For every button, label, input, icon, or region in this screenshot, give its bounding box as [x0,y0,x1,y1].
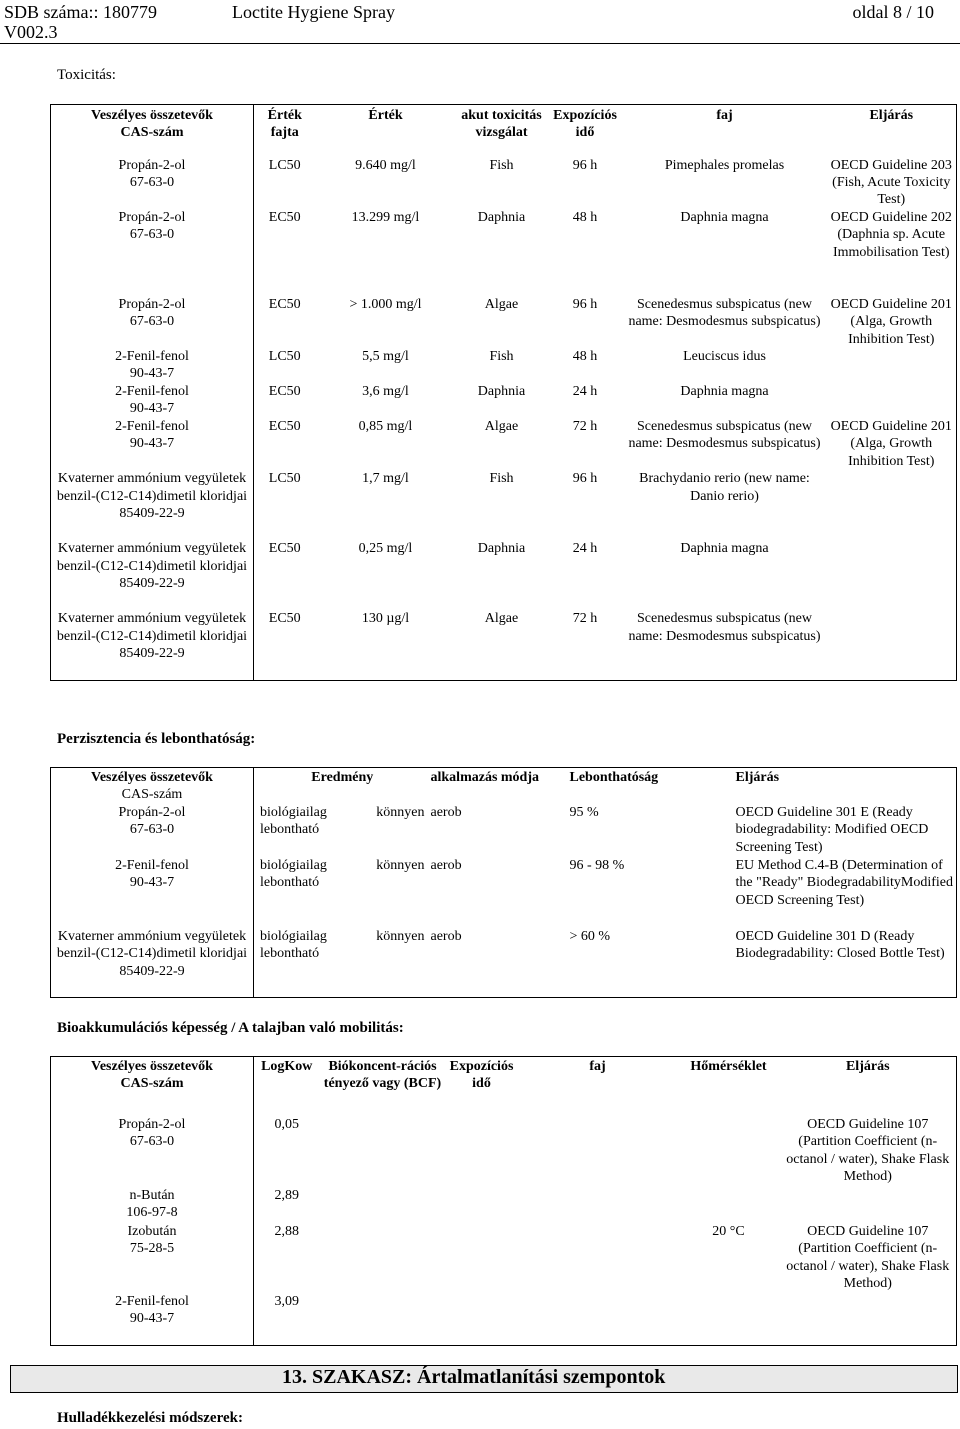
method: OECD Guideline 301 D (Ready Biodegradability: Closed Bottle Test) [735,928,945,962]
method: OECD Guideline 301 E (Ready biodegradability: Modified OECD Screening Test) [735,804,929,855]
component-cell [51,470,254,540]
th-degr: Lebonthatóság [569,770,659,785]
persistence-header-row [51,768,957,804]
value: 130 µg/l [361,611,410,627]
th-species: faj [716,108,733,123]
cas-number: 67-63-0 [129,822,175,838]
method [780,1293,957,1345]
component-cell [51,1223,254,1293]
table-row [51,1293,957,1345]
th-cas: CAS-szám [120,125,184,141]
species: Daphnia magna [680,383,769,399]
value: > 1.000 mg/l [349,296,422,312]
exposure-time: 72 h [572,418,598,434]
degradability: 95 % [569,804,599,820]
exposure-time [446,1293,518,1345]
application-mode: aerob [430,857,462,873]
application-mode: aerob [430,804,462,820]
acute-test: Daphnia [477,541,526,557]
cas-number: 90-43-7 [129,401,175,417]
th-bcf: Biókoncent-rációs tényező vagy (BCF) [323,1059,442,1092]
temperature: 20 °C [712,1224,745,1239]
acute-test: Algae [484,611,519,627]
component-name: 2-Fenil-fenol [115,348,189,364]
method [827,470,957,540]
cas-number: 85409-22-9 [119,505,185,521]
temperature [678,1116,780,1187]
degradability: > 60 % [569,928,611,944]
table-row [51,540,957,610]
component-cell [51,540,254,610]
table-row [51,157,957,209]
component-cell [51,296,254,348]
th-comp: Veszélyes összetevők [91,1059,213,1074]
table-row [51,209,957,296]
cas-number: 67-63-0 [129,1134,175,1150]
component-name: Kvaterner ammónium vegyületek benzil-(C12-C14)dimetil kloridjai [56,541,248,574]
th-species: faj [589,1059,606,1074]
table-row [51,1223,957,1293]
value-type: EC50 [268,209,301,225]
result: biológiailag könnyen lebontható [260,804,425,838]
component-cell [51,1293,254,1345]
component-name: 2-Fenil-fenol [115,383,189,399]
component-name: Kvaterner ammónium vegyületek benzil-(C12-C14)dimetil kloridjai [56,928,248,962]
table-row [51,470,957,540]
component-name: Kvaterner ammónium vegyületek benzil-(C12-C14)dimetil kloridjai [56,471,248,504]
method: OECD Guideline 202 (Daphnia sp. Acute Immobilisation Test) [830,209,952,260]
exposure-time [446,1223,518,1293]
th-method: Eljárás [869,108,914,123]
method [827,383,957,418]
logkow: 2,89 [274,1188,299,1203]
method: OECD Guideline 201 (Alga, Growth Inhibition Test) [830,296,952,347]
bcf [320,1223,446,1293]
th-value: Érték [368,108,403,123]
logkow: 2,88 [274,1224,299,1239]
table-row [51,610,957,680]
species: Daphnia magna [680,209,769,225]
component-name: Propán-2-ol [118,296,186,312]
component-cell [51,610,254,680]
acute-test: Fish [489,348,514,364]
logkow: 0,05 [274,1117,299,1132]
component-cell [51,1187,254,1223]
product-name: Loctite Hygiene Spray [232,2,395,22]
component-cell [51,383,254,418]
bcf [320,1187,446,1223]
species: Leuciscus idus [683,348,766,364]
th-acute: akut toxicitás vizsgálat [461,108,542,141]
th-temp: Hőmérséklet [690,1059,767,1074]
toxicity-title: Toxicitás: [57,67,116,83]
value-type: EC50 [268,296,301,312]
persistence-table [50,767,957,998]
cas-number: 85409-22-9 [119,963,185,979]
exposure-time: 24 h [572,383,598,399]
page-header [0,0,960,44]
value-type: EC50 [268,611,301,627]
cas-number: 90-43-7 [129,366,175,382]
species [518,1116,678,1187]
table-row [51,1187,957,1223]
degradability: 96 - 98 % [569,857,625,873]
component-name: Propán-2-ol [118,209,186,225]
bcf [320,1293,446,1345]
waste-methods-label: Hulladékkezelési módszerek: [57,1410,243,1426]
value: 1,7 mg/l [362,471,409,487]
component-name: n-Bután [129,1188,175,1203]
value-type: LC50 [268,157,301,173]
cas-number: 75-28-5 [129,1241,175,1257]
bioaccumulation-header-row [51,1057,957,1117]
toxicity-table [50,104,957,681]
exposure-time: 48 h [572,209,598,225]
exposure-time: 96 h [572,157,598,173]
component-cell [51,157,254,209]
exposure-time: 96 h [572,471,598,487]
cas-number: 90-43-7 [129,436,175,452]
component-cell [51,928,254,998]
sdb-number: SDB száma:: 180779 [4,2,157,22]
species: Scenedesmus subspicatus (new name: Desmodesmus subspicatus) [628,611,821,644]
species: Pimephales promelas [664,157,785,173]
section-13-title: 13. SZAKASZ: Ártalmatlanítási szempontok [282,1366,666,1388]
temperature [678,1293,780,1345]
th-mode: alkalmazás módja [430,770,539,785]
header-rule [0,43,960,44]
component-cell [51,857,254,928]
table-row [51,418,957,470]
bioaccumulation-table [50,1056,957,1346]
th-cas: CAS-szám [120,1076,184,1092]
table-row [51,383,957,418]
persistence-title: Perzisztencia és lebonthatóság: [57,731,256,747]
exposure-time: 96 h [572,296,598,312]
bcf [320,1116,446,1187]
method [780,1187,957,1223]
value-type: LC50 [268,471,301,487]
cas-number: 67-63-0 [129,227,175,243]
component-cell [51,418,254,470]
cas-number: 67-63-0 [129,174,175,190]
species [518,1223,678,1293]
method: OECD Guideline 107 (Partition Coefficient (n-octanol / water), Shake Flask Method) [786,1224,950,1292]
value: 0,85 mg/l [358,418,413,434]
bioaccumulation-title: Bioakkumulációs képesség / A talajban való mobilitás: [57,1020,404,1036]
value: 3,6 mg/l [362,383,409,399]
acute-test: Algae [484,296,519,312]
cas-number: 90-43-7 [129,875,175,891]
component-name: Kvaterner ammónium vegyületek benzil-(C12-C14)dimetil kloridjai [56,611,248,644]
value-type: EC50 [268,541,301,557]
component-cell [51,209,254,296]
cas-number: 85409-22-9 [119,575,185,591]
species [518,1187,678,1223]
component-cell [51,804,254,857]
exposure-time: 48 h [572,348,598,364]
cas-number: 106-97-8 [126,1205,178,1221]
table-row [51,1116,957,1187]
table-row [51,348,957,383]
th-result: Eredmény [311,770,374,785]
result: biológiailag könnyen lebontható [260,928,425,962]
logkow: 3,09 [274,1294,299,1309]
species: Scenedesmus subspicatus (new name: Desmodesmus subspicatus) [628,418,821,452]
table-row [51,804,957,857]
method [827,610,957,680]
value: 0,25 mg/l [358,541,413,557]
method: OECD Guideline 201 (Alga, Growth Inhibition Test) [830,418,952,469]
value: 5,5 mg/l [362,348,409,364]
value-type: EC50 [268,383,301,399]
component-cell [51,1116,254,1187]
table-row [51,857,957,928]
component-name: 2-Fenil-fenol [115,418,189,434]
cas-number: 67-63-0 [129,314,175,330]
page-number: oldal 8 / 10 [852,2,934,22]
th-logkow: LogKow [261,1059,313,1074]
acute-test: Daphnia [477,383,526,399]
result: biológiailag könnyen lebontható [260,857,425,891]
th-comp: Veszélyes összetevők [91,770,213,785]
value-type: LC50 [268,348,301,364]
toxicity-header-row [51,105,957,157]
component-name: 2-Fenil-fenol [115,857,189,873]
value-type: EC50 [268,418,301,434]
exposure-time: 72 h [572,611,598,627]
cas-number: 90-43-7 [129,1311,175,1327]
component-name: Propán-2-ol [118,1117,186,1132]
component-name: Izobután [127,1224,177,1239]
component-cell [51,348,254,383]
component-name: Propán-2-ol [118,804,186,820]
th-type: Érték fajta [267,108,302,141]
temperature [678,1187,780,1223]
version: V002.3 [4,22,58,42]
method: OECD Guideline 203 (Fish, Acute Toxicity Test) [830,157,952,208]
value: 13.299 mg/l [351,209,420,225]
exposure-time [446,1187,518,1223]
species [518,1293,678,1345]
th-method: Eljárás [735,770,780,785]
value: 9.640 mg/l [355,157,416,173]
th-time: Expozíciós idő [553,108,617,141]
species: Brachydanio rerio (new name: Danio rerio) [639,471,810,504]
acute-test: Fish [489,157,514,173]
th-comp: Veszélyes összetevők [91,108,213,123]
exposure-time [446,1116,518,1187]
th-cas: CAS-szám [121,787,183,803]
th-method: Eljárás [845,1059,890,1074]
method: EU Method C.4-B (Determination of the "Ready" BiodegradabilityModified OECD Screening Test) [735,857,953,908]
acute-test: Fish [489,471,514,487]
component-name: 2-Fenil-fenol [115,1294,189,1309]
method: OECD Guideline 107 (Partition Coefficient (n-octanol / water), Shake Flask Method) [786,1117,950,1185]
cas-number: 85409-22-9 [119,645,185,661]
species: Daphnia magna [680,541,769,557]
th-time: Expozíciós idő [449,1059,514,1092]
acute-test: Algae [484,418,519,434]
method [827,348,957,383]
table-row [51,296,957,348]
species: Scenedesmus subspicatus (new name: Desmodesmus subspicatus) [628,296,821,330]
component-name: Propán-2-ol [118,157,186,173]
method [827,540,957,610]
exposure-time: 24 h [572,541,598,557]
table-row [51,928,957,998]
acute-test: Daphnia [477,209,526,225]
application-mode: aerob [430,928,462,944]
